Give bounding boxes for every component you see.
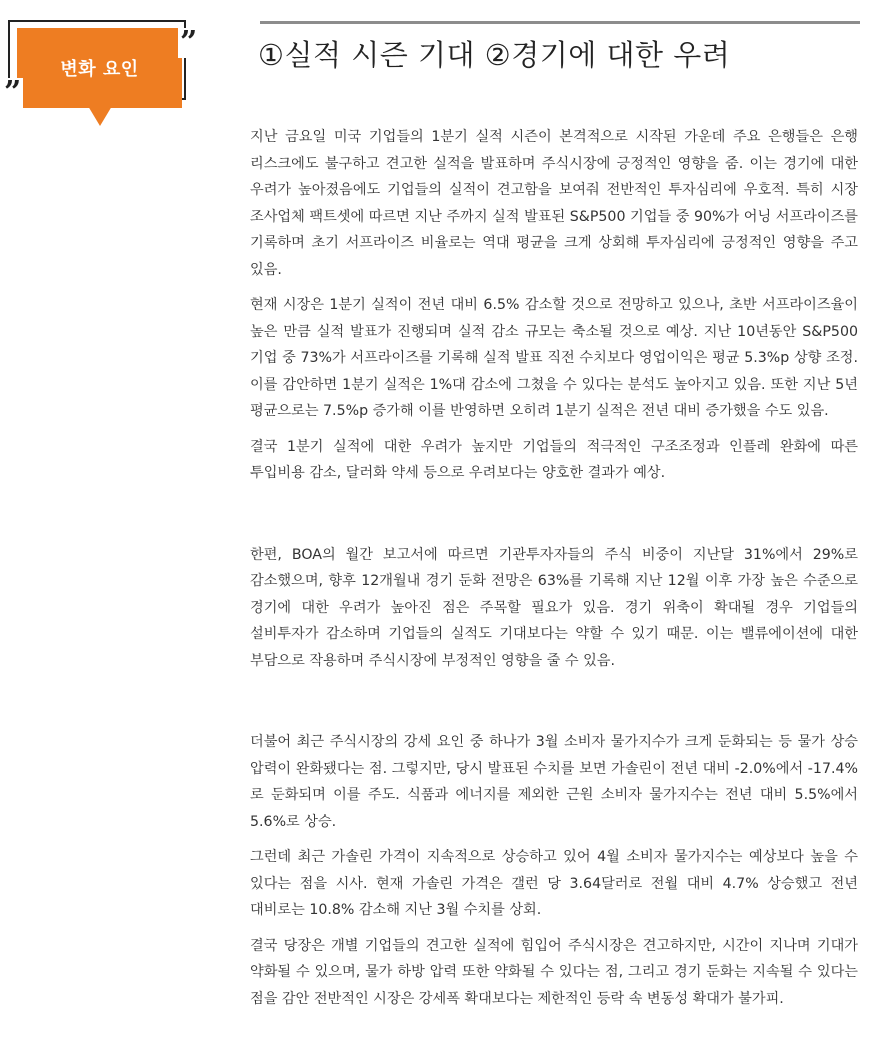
section-badge xyxy=(0,0,210,135)
closing-quote-mark: ” xyxy=(180,25,198,60)
paragraph-earnings-season: 지난 금요일 미국 기업들의 1분기 실적 시즌이 본격적으로 시작된 가운데 주요 은행들은 은행 리스크에도 불구하고 견고한 실적을 발표하며 주식시장에 긍정적인 영향을 줌. 이는 경기에 대한 우려가 높아졌음에도 기업들의 실적이 견고함을 보여줘 전반적인 투자심리에 우호적. 특히 시장 조사업체 팩트셋에 따르면 지난 주까지 실적 발표된 S&P500 기업들 중 90%가 어닝 서프라이즈를 기록하며 초기 서프라이즈 비율로는 역대 평균을 크게 상회해 투자심리에 긍정적인 영향을 주고 있음. xyxy=(250,129,858,278)
opening-quote-mark: ” xyxy=(4,75,22,110)
paragraph-gasoline: 그런데 최근 가솔린 가격이 지속적으로 상승하고 있어 4월 소비자 물가지수는 예상보다 높을 수 있다는 점을 시사. 현재 가솔린 가격은 갤런 당 3.64달러로 전월 대비 4.7% 상승했고 전년 대비로는 10.8% 감소해 지난 3월 수치를 상회. xyxy=(250,849,858,918)
paragraph-earnings-forecast: 현재 시장은 1분기 실적이 전년 대비 6.5% 감소할 것으로 전망하고 있으나, 초반 서프라이즈율이 높은 만큼 실적 발표가 진행되며 실적 감소 규모는 축소될 것으로 예상. 지난 10년동안 S&P500 기업 중 73%가 서프라이즈를 기록해 실적 발표 직전 수치보다 영업이익은 평균 5.3%p 상향 조정. 이를 감안하면 1분기 실적은 1%대 감소에 그쳤을 수 있다는 분석도 높아지고 있음. 또한 지난 5년 평균으로는 7.5%p 증가해 이를 반영하면 오히려 1분기 실적은 전년 대비 증가했을 수도 있음. xyxy=(250,297,858,419)
badge-pointer xyxy=(88,106,112,126)
badge-label: 변화 요인 xyxy=(60,59,139,80)
header-rule xyxy=(260,21,860,24)
paragraph-boa-report: 한편, BOA의 월간 보고서에 따르면 기관투자자들의 주식 비중이 지난달 31%에서 29%로 감소했으며, 향후 12개월내 경기 둔화 전망은 63%를 기록해 지난 12월 이후 가장 높은 수준으로 경기에 대한 우려가 높아진 점은 주목할 필요가 있음. 경기 위축이 확대될 경우 기업들의 설비투자가 감소하며 기업들의 실적도 기대보다는 약할 수 있기 때문. 이는 밸류에이션에 대한 부담으로 작용하며 주식시장에 부정적인 영향을 줄 수 있음. xyxy=(250,546,858,669)
paragraph-earnings-conclusion: 결국 1분기 실적에 대한 우려가 높지만 기업들의 적극적인 구조조정과 인플레 완화에 따른 투입비용 감소, 달러화 약세 등으로 우려보다는 양호한 결과가 예상. xyxy=(250,438,858,481)
page-title: ①실적 시즌 기대 ②경기에 대한 우려 xyxy=(258,38,731,72)
paragraph-conclusion: 결국 당장은 개별 기업들의 견고한 실적에 힘입어 주식시장은 견고하지만, 시간이 지나며 기대가 약화될 수 있으며, 물가 하방 압력 또한 약화될 수 있다는 점, 그리고 경기 둔화는 지속될 수 있다는 점을 감안 전반적인 시장은 강세폭 확대보다는 제한적인 등락 속 변동성 확대가 불가피. xyxy=(250,937,858,1007)
article-body xyxy=(250,124,858,1012)
paragraph-cpi: 더불어 최근 주식시장의 강세 요인 중 하나가 3월 소비자 물가지수가 크게 둔화되는 등 물가 상승 압력이 완화됐다는 점. 그렇지만, 당시 발표된 수치를 보면 가솔린이 전년 대비 -2.0%에서 -17.4%로 둔화되며 이를 주도. 식품과 에너지를 제외한 근원 소비자 물가지수는 전년 대비 5.5%에서 5.6%로 상승. xyxy=(250,734,858,830)
